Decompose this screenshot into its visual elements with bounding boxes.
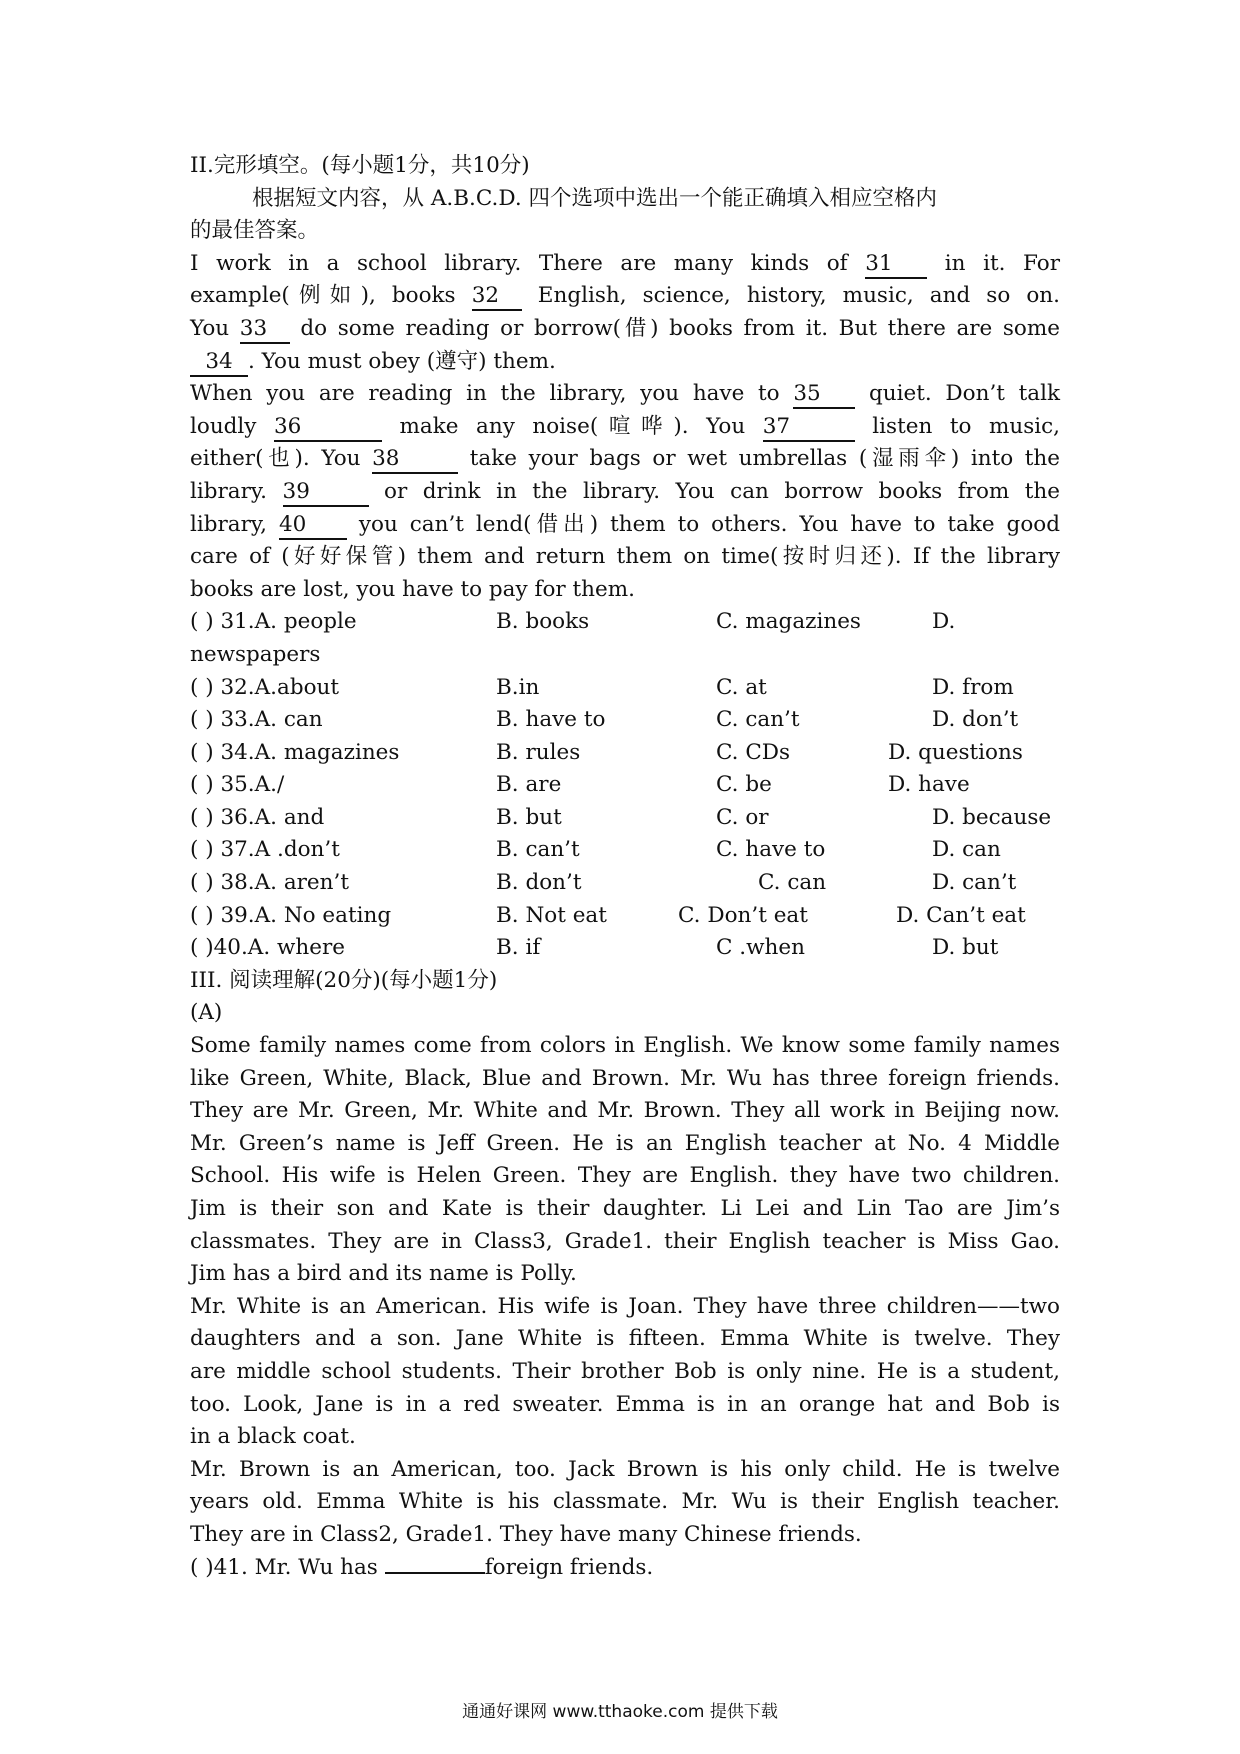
question-wrap: newspapers [190, 641, 321, 667]
blank-35: 35 [793, 381, 855, 409]
question-row: ( ) 33.A. can B. have to C. can’t D. don’t [190, 707, 1019, 733]
passage-line: They are in Class2, Grade1. They have many Chinese friends. [190, 1521, 862, 1547]
blank-32: 32 [472, 283, 522, 311]
question-row: ( ) 38.A. aren’t B. don’t C. can D. can’t [190, 870, 1017, 896]
instructions-line1: 根据短文内容，从 A.B.C.D. 四个选项中选出一个能正确填入相应空格内 [252, 185, 937, 211]
passage-line: Mr. White is an American. His wife is Joan. They have three children——two [190, 1293, 1060, 1319]
question-row: ( ) 32.A.about B.in C. at D. from [190, 674, 1014, 700]
blank-34: 34 [190, 349, 248, 377]
blank-36: 36 [274, 414, 382, 442]
content-column [190, 150, 1060, 1584]
passage-line: Some family names come from colors in English. We know some family names [190, 1033, 1060, 1059]
cloze-line: care of (好好保管) them and return them on time(按时归还). If the library [190, 544, 1060, 570]
cloze-line: 34 . You must obey (遵守) them. [190, 346, 1060, 379]
cloze-line: I work in a school library. There are many kinds of 31 in it. For [190, 248, 1060, 281]
blank-39: 39 [283, 479, 369, 507]
cloze-line: library. 39 or drink in the library. You can borrow books from the [190, 476, 1060, 509]
cloze-line: either(也). You 38 take your bags or wet umbrellas (湿雨伞) into the [190, 443, 1060, 476]
passage-line: They are Mr. Green, Mr. White and Mr. Brown. They all work in Beijing now. [190, 1098, 1060, 1124]
cloze-line: You 33 do some reading or borrow(借) books from it. But there are some [190, 313, 1060, 346]
passage-line: too. Look, Jane is in a red sweater. Emma is in an orange hat and Bob is [190, 1391, 1060, 1417]
question-row: ( ) 34.A. magazines B. rules C. CDs D. questions [190, 739, 1023, 765]
passage-line: like Green, White, Black, Blue and Brown. Mr. Wu has three foreign friends. [190, 1065, 1060, 1091]
question-row: ( ) 39.A. No eating B. Not eat C. Don’t eat D. Can’t eat [190, 902, 1026, 928]
passage-line: in a black coat. [190, 1424, 356, 1450]
blank-40: 40 [279, 512, 347, 540]
question-41: ( )41. Mr. Wu has foreign friends. [190, 1554, 654, 1580]
cloze-line: library, 40 you can’t lend(借出) them to others. You have to take good [190, 509, 1060, 542]
cloze-line: books are lost, you have to pay for them. [190, 576, 635, 602]
passage-line: daughters and a son. Jane White is fifteen. Emma White is twelve. They [190, 1326, 1060, 1352]
question-row: ( ) 37.A .don’t B. can’t C. have to D. can [190, 837, 1001, 863]
question-row: ( )40.A. where B. if C .when D. but [190, 935, 999, 961]
question-row: ( ) 36.A. and B. but C. or D. because [190, 804, 1052, 830]
cloze-line: loudly 36 make any noise(喧哗). You 37 listen to music, [190, 411, 1060, 444]
passage-line: are middle school students. Their brother Bob is only nine. He is a student, [190, 1358, 1060, 1384]
question-row: ( ) 31.A. people B. books C. magazines D. [190, 609, 956, 635]
section2-heading: II.完形填空。(每小题1分，共10分) [190, 153, 530, 178]
page-footer: 通通好课网 www.tthaoke.com 提供下载 [462, 1702, 778, 1722]
passage-line: classmates. They are in Class3, Grade1. their English teacher is Miss Gao. [190, 1228, 1060, 1254]
blank-33: 33 [240, 316, 290, 344]
blank-31: 31 [865, 251, 927, 279]
passage-line: School. His wife is Helen Green. They are English. they have two children. [190, 1163, 1060, 1189]
passage-line: Mr. Green’s name is Jeff Green. He is an English teacher at No. 4 Middle [190, 1130, 1060, 1156]
instructions-line2: 的最佳答案。 [190, 218, 320, 244]
cloze-line: example(例如), books 32 English, science, history, music, and so on. [190, 280, 1060, 313]
passage-line: Jim has a bird and its name is Polly. [190, 1261, 577, 1287]
blank-37: 37 [763, 414, 855, 442]
question-row: ( ) 35.A./ B. are C. be D. have [190, 772, 970, 798]
passage-label: (A) [190, 1000, 223, 1026]
cloze-line: When you are reading in the library, you have to 35 quiet. Don’t talk [190, 378, 1060, 411]
passage-line: Mr. Brown is an American, too. Jack Brown is his only child. He is twelve [190, 1456, 1060, 1482]
answer-blank-41 [385, 1572, 485, 1574]
passage-line: years old. Emma White is his classmate. Mr. Wu is their English teacher. [190, 1489, 1060, 1515]
section3-heading: III. 阅读理解(20分)(每小题1分) [190, 967, 498, 993]
blank-38: 38 [372, 446, 458, 474]
passage-line: Jim is their son and Kate is their daughter. Li Lei and Lin Tao are Jim’s [190, 1196, 1060, 1221]
